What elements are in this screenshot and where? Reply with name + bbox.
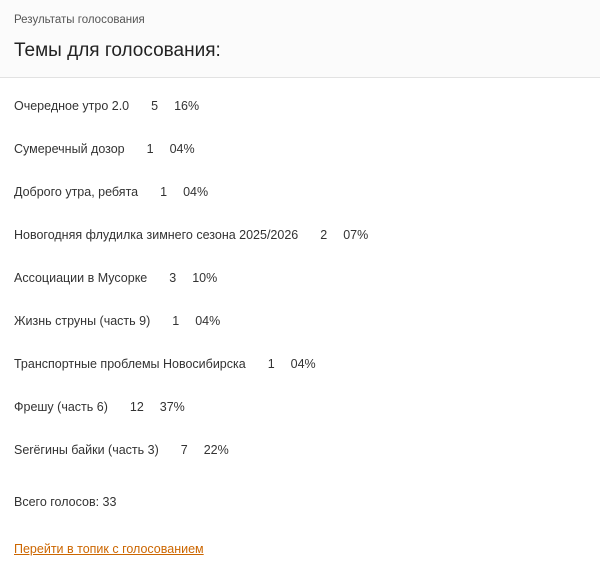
poll-percent-value: 04%: [195, 314, 221, 328]
topic-link-wrapper: [14, 540, 586, 558]
poll-topic-label: Фрешу (часть 6): [14, 400, 108, 414]
page-header: [0, 0, 600, 78]
poll-percent-value: 07%: [343, 228, 369, 242]
poll-percent-value: 04%: [169, 142, 195, 156]
poll-topic-label: Сумеречный дозор: [14, 142, 125, 156]
poll-votes-value: 3: [169, 271, 177, 285]
list-item: [14, 399, 586, 415]
goto-poll-topic-link[interactable]: Перейти в топик с голосованием: [14, 542, 204, 556]
poll-topic-label: Жизнь струны (часть 9): [14, 314, 151, 328]
poll-votes-value: 7: [180, 443, 188, 457]
poll-votes-value: 5: [151, 99, 159, 113]
poll-percent-value: 37%: [159, 400, 185, 414]
poll-percent-value: 04%: [183, 185, 209, 199]
poll-topic-label: Ассоциации в Мусорке: [14, 271, 148, 285]
poll-votes-value: 1: [146, 142, 154, 156]
poll-topic-label: Serёгины байки (часть 3): [14, 443, 159, 457]
list-item: [14, 442, 586, 458]
poll-percent-value: 10%: [192, 271, 218, 285]
breadcrumb: Результаты голосования: [14, 14, 145, 26]
poll-topic-label: Новогодняя флудилка зимнего сезона 2025/2026: [14, 228, 299, 242]
poll-percent-value: 04%: [290, 357, 316, 371]
list-item: [14, 227, 586, 243]
poll-votes-value: 2: [320, 228, 328, 242]
list-item: [14, 184, 586, 200]
poll-topic-label: Доброго утра, ребята: [14, 185, 139, 199]
total-votes-label: Всего голосов: 33: [14, 495, 117, 509]
poll-topic-label: Очередное утро 2.0: [14, 99, 130, 113]
list-item: [14, 313, 586, 329]
page-title: Темы для голосования:: [14, 40, 221, 61]
poll-votes-value: 1: [160, 185, 168, 199]
list-item: [14, 356, 586, 372]
poll-topic-label: Транспортные проблемы Новосибирска: [14, 357, 246, 371]
poll-votes-value: 12: [129, 400, 144, 414]
poll-votes-value: 1: [172, 314, 180, 328]
list-item: [14, 98, 586, 114]
list-item: [14, 141, 586, 157]
poll-list: [14, 98, 586, 458]
list-item: [14, 270, 586, 286]
poll-results-panel: [0, 98, 600, 558]
poll-votes-value: 1: [267, 357, 275, 371]
poll-percent-value: 22%: [203, 443, 229, 457]
poll-percent-value: 16%: [174, 99, 200, 113]
